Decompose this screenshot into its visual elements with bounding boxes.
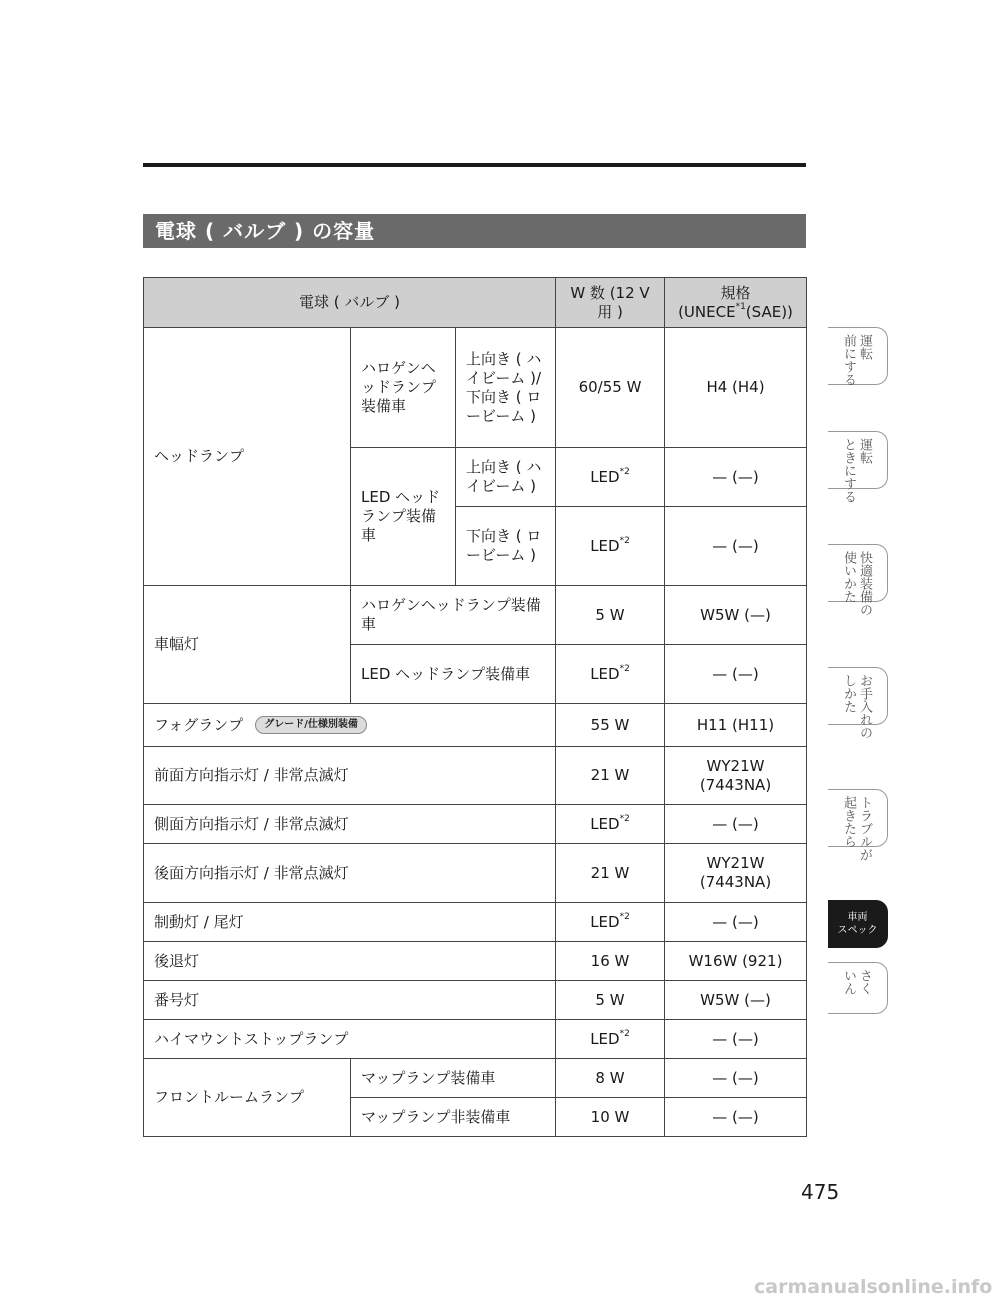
fog-lamp-spec: H11 (H11) xyxy=(665,704,807,747)
led-text: LED xyxy=(590,912,620,931)
fog-lamp-watt: 55 W xyxy=(556,704,665,747)
page-number: 475 xyxy=(801,1180,840,1204)
footnote-2-mark: *2 xyxy=(619,1028,630,1039)
section-title: 電球 ( バルブ ) の容量 xyxy=(143,214,806,248)
tab-troubleshooting[interactable] xyxy=(828,789,888,861)
front-room-map-label: マップランプ装備車 xyxy=(351,1059,556,1098)
tab-while-driving[interactable] xyxy=(828,431,888,503)
tab-text-2: いん xyxy=(841,969,856,995)
reverse-watt: 16 W xyxy=(556,942,665,981)
table-row xyxy=(144,328,807,448)
footnote-2-mark: *2 xyxy=(619,535,630,546)
high-mount-label: ハイマウントストップランプ xyxy=(144,1020,556,1059)
tab-comfort-features[interactable] xyxy=(828,544,888,616)
table-row xyxy=(144,1059,807,1098)
headlamp-halogen-spec: H4 (H4) xyxy=(665,328,807,448)
headlamp-led-low-spec: — (—) xyxy=(665,507,807,586)
top-rule xyxy=(143,163,806,167)
table-row xyxy=(144,903,807,942)
tab-before-driving[interactable] xyxy=(828,327,888,385)
headlamp-led-high-beam: 上向き ( ハイビーム ) xyxy=(456,448,556,507)
headlamp-led-high-spec: — (—) xyxy=(665,448,807,507)
led-text: LED xyxy=(590,467,620,486)
headlamp-led-low-beam: 下向き ( ロービーム ) xyxy=(456,507,556,586)
front-room-map-watt: 8 W xyxy=(556,1059,665,1098)
license-spec: W5W (—) xyxy=(665,981,807,1020)
led-text: LED xyxy=(590,1029,620,1048)
table-header-row xyxy=(144,278,807,328)
fog-lamp-label xyxy=(144,704,556,747)
header-spec-sae: (SAE)) xyxy=(745,302,793,321)
front-turn-watt: 21 W xyxy=(556,747,665,805)
side-turn-label: 側面方向指示灯 / 非常点滅灯 xyxy=(144,805,556,844)
watermark: carmanualsonline.info xyxy=(754,1276,992,1298)
width-lamp-led-watt xyxy=(556,645,665,704)
front-room-map-spec: — (—) xyxy=(665,1059,807,1098)
side-turn-watt xyxy=(556,805,665,844)
tab-index[interactable] xyxy=(828,962,888,1014)
brake-tail-watt xyxy=(556,903,665,942)
headlamp-label: ヘッドランプ xyxy=(144,328,351,586)
headlamp-halogen-label: ハロゲンヘッドランプ装備車 xyxy=(351,328,456,448)
reverse-label: 後退灯 xyxy=(144,942,556,981)
bulb-capacity-table xyxy=(143,277,807,1137)
footnote-2-mark: *2 xyxy=(619,466,630,477)
tab-text-2: 使いかた xyxy=(841,551,856,603)
header-spec xyxy=(665,278,807,328)
rear-turn-spec: WY21W (7443NA) xyxy=(665,844,807,903)
tab-text-1: お手入れの xyxy=(857,674,872,739)
brake-tail-spec: — (—) xyxy=(665,903,807,942)
table-row xyxy=(144,844,807,903)
tab-maintenance[interactable] xyxy=(828,667,888,739)
led-text: LED xyxy=(590,664,620,683)
width-lamp-label: 車幅灯 xyxy=(144,586,351,704)
tab-text-1: トラブルが xyxy=(857,796,872,861)
high-mount-spec: — (—) xyxy=(665,1020,807,1059)
table-row xyxy=(144,942,807,981)
tab-vehicle-spec[interactable] xyxy=(828,900,888,948)
footnote-2-mark: *2 xyxy=(619,911,630,922)
license-watt: 5 W xyxy=(556,981,665,1020)
front-room-nomap-watt: 10 W xyxy=(556,1098,665,1137)
tab-text-2: スペック xyxy=(837,925,878,936)
header-wattage: W 数 (12 V 用 ) xyxy=(556,278,665,328)
tab-text-1: 車両 xyxy=(847,912,868,923)
footnote-2-mark: *2 xyxy=(619,663,630,674)
width-lamp-halogen-spec: W5W (—) xyxy=(665,586,807,645)
tab-text-1: 快適装備の xyxy=(857,551,872,616)
width-lamp-halogen-watt: 5 W xyxy=(556,586,665,645)
tab-text-2: ときにする xyxy=(841,438,856,503)
headlamp-led-label: LED ヘッドランプ装備車 xyxy=(351,448,456,586)
front-room-label: フロントルームランプ xyxy=(144,1059,351,1137)
header-spec-title: 規格 xyxy=(720,283,751,302)
front-room-nomap-spec: — (—) xyxy=(665,1098,807,1137)
width-lamp-halogen-label: ハロゲンヘッドランプ装備車 xyxy=(351,586,556,645)
headlamp-led-low-watt xyxy=(556,507,665,586)
table-row xyxy=(144,981,807,1020)
tab-text-2: しかた xyxy=(841,674,856,713)
tab-text-1: さく xyxy=(857,969,872,995)
high-mount-watt xyxy=(556,1020,665,1059)
tab-text-1: 運転 xyxy=(857,334,872,360)
grade-badge: グレード/仕様別装備 xyxy=(255,716,367,734)
reverse-spec: W16W (921) xyxy=(665,942,807,981)
table-row xyxy=(144,704,807,747)
rear-turn-watt: 21 W xyxy=(556,844,665,903)
table-row xyxy=(144,747,807,805)
led-text: LED xyxy=(590,814,620,833)
tab-text-1: 運転 xyxy=(857,438,872,464)
width-lamp-led-label: LED ヘッドランプ装備車 xyxy=(351,645,556,704)
headlamp-halogen-beam: 上向き ( ハイビーム )/ 下向き ( ロービーム ) xyxy=(456,328,556,448)
header-spec-unece: (UNECE xyxy=(678,302,736,321)
table-row xyxy=(144,1020,807,1059)
brake-tail-label: 制動灯 / 尾灯 xyxy=(144,903,556,942)
width-lamp-led-spec: — (—) xyxy=(665,645,807,704)
table-row xyxy=(144,586,807,645)
side-turn-spec: — (—) xyxy=(665,805,807,844)
rear-turn-label: 後面方向指示灯 / 非常点滅灯 xyxy=(144,844,556,903)
headlamp-halogen-watt: 60/55 W xyxy=(556,328,665,448)
led-text: LED xyxy=(590,536,620,555)
tab-text-2: 起きたら xyxy=(841,796,856,848)
fog-lamp-name: フォグランプ xyxy=(154,715,244,734)
footnote-2-mark: *2 xyxy=(619,813,630,824)
headlamp-led-high-watt xyxy=(556,448,665,507)
footnote-1-mark: *1 xyxy=(735,301,746,312)
table-row xyxy=(144,805,807,844)
license-label: 番号灯 xyxy=(144,981,556,1020)
front-turn-label: 前面方向指示灯 / 非常点滅灯 xyxy=(144,747,556,805)
tab-text-2: 前にする xyxy=(841,334,856,386)
front-room-nomap-label: マップランプ非装備車 xyxy=(351,1098,556,1137)
header-bulb: 電球 ( バルブ ) xyxy=(144,278,556,328)
front-turn-spec: WY21W (7443NA) xyxy=(665,747,807,805)
